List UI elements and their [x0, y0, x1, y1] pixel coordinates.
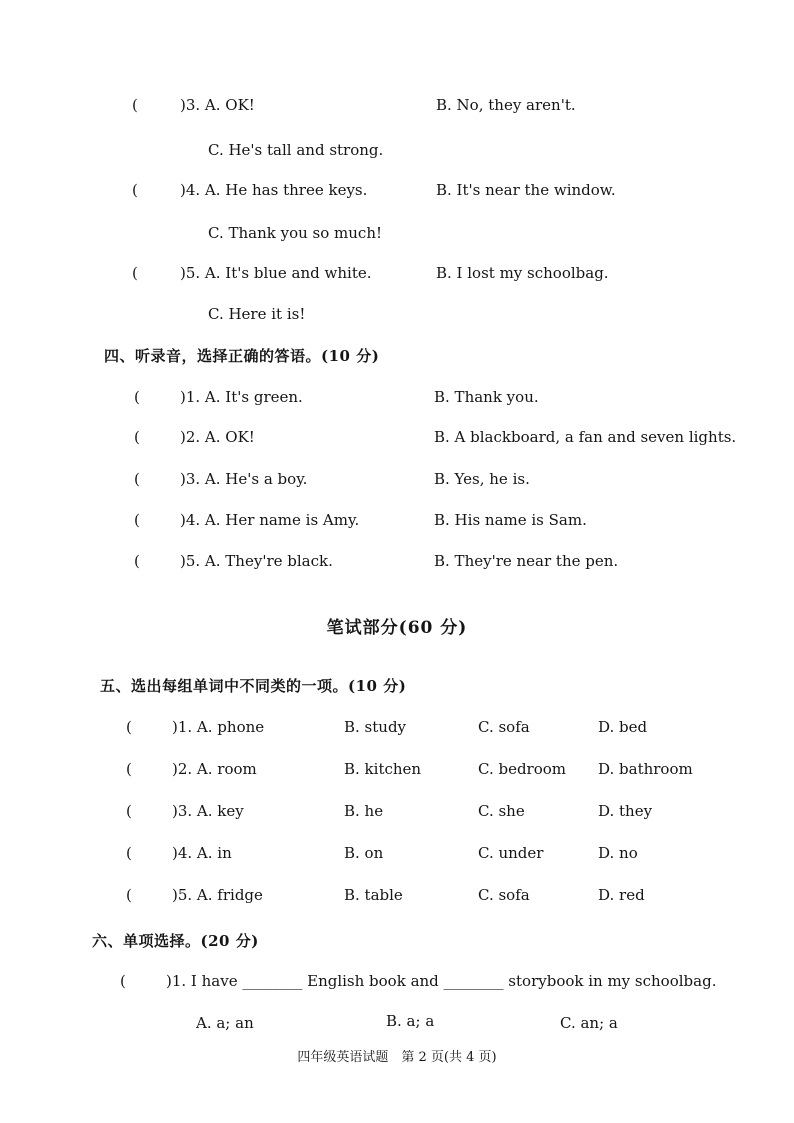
question-option-b: B. A blackboard, a fan and seven lights. [434, 428, 737, 446]
choice-option-a: A. a; an [196, 1014, 254, 1032]
answer-paren: ( [126, 760, 132, 778]
word-option-b: B. table [344, 886, 403, 904]
answer-paren: ( [134, 428, 140, 446]
question-option-a: )4. A. Her name is Amy. [180, 511, 360, 529]
section-4-title: 四、听录音，选择正确的答语。(10 分) [104, 347, 380, 365]
section-6-title: 六、单项选择。(20 分) [92, 932, 259, 950]
question-option-b: B. No, they aren't. [436, 96, 576, 114]
question-option-a: )3. A. He's a boy. [180, 470, 308, 488]
question-option-a: )3. A. OK! [180, 96, 255, 114]
word-option-c: C. sofa [478, 718, 530, 736]
word-option-b: B. on [344, 844, 384, 862]
word-option-d: D. bed [598, 718, 648, 736]
answer-paren: ( [134, 552, 140, 570]
question-option-c: C. He's tall and strong. [208, 141, 384, 159]
word-option-a: )2. A. room [172, 760, 257, 778]
word-option-b: B. study [344, 718, 407, 736]
answer-paren: ( [134, 388, 140, 406]
question-option-b: B. His name is Sam. [434, 511, 587, 529]
question-option-a: )4. A. He has three keys. [180, 181, 368, 199]
word-option-a: )1. A. phone [172, 718, 265, 736]
question-option-a: )5. A. They're black. [180, 552, 333, 570]
question-option-c: C. Here it is! [208, 305, 306, 323]
section-5-title: 五、选出每组单词中不同类的一项。(10 分) [100, 677, 407, 695]
answer-paren: ( [132, 181, 138, 199]
choice-option-c: C. an; a [560, 1014, 618, 1032]
word-option-b: B. he [344, 802, 384, 820]
question-option-b: B. I lost my schoolbag. [436, 264, 609, 282]
word-option-c: C. under [478, 844, 544, 862]
choice-option-b: B. a; a [386, 1012, 435, 1030]
answer-paren: ( [120, 972, 126, 990]
word-option-d: D. they [598, 802, 653, 820]
word-option-d: D. no [598, 844, 638, 862]
answer-paren: ( [126, 844, 132, 862]
question-option-b: B. Thank you. [434, 388, 539, 406]
word-option-b: B. kitchen [344, 760, 422, 778]
word-option-a: )3. A. key [172, 802, 244, 820]
word-option-c: C. sofa [478, 886, 530, 904]
answer-paren: ( [134, 470, 140, 488]
question-option-a: )2. A. OK! [180, 428, 255, 446]
word-option-c: C. she [478, 802, 525, 820]
question-option-b: B. It's near the window. [436, 181, 616, 199]
question-option-c: C. Thank you so much! [208, 224, 383, 242]
question-stem: )1. I have ________ English book and ________ storybook in my schoolbag. [166, 972, 717, 990]
answer-paren: ( [126, 886, 132, 904]
question-option-b: B. They're near the pen. [434, 552, 619, 570]
written-part-title: 笔试部分(60 分) [326, 618, 468, 638]
question-option-a: )1. A. It's green. [180, 388, 303, 406]
question-option-a: )5. A. It's blue and white. [180, 264, 372, 282]
page-footer: 四年级英语试题 第 2 页(共 4 页) [297, 1050, 497, 1065]
answer-paren: ( [126, 802, 132, 820]
answer-paren: ( [132, 264, 138, 282]
word-option-c: C. bedroom [478, 760, 567, 778]
word-option-d: D. red [598, 886, 645, 904]
answer-paren: ( [134, 511, 140, 529]
question-option-b: B. Yes, he is. [434, 470, 530, 488]
word-option-a: )4. A. in [172, 844, 232, 862]
answer-paren: ( [126, 718, 132, 736]
word-option-a: )5. A. fridge [172, 886, 263, 904]
word-option-d: D. bathroom [598, 760, 693, 778]
answer-paren: ( [132, 96, 138, 114]
